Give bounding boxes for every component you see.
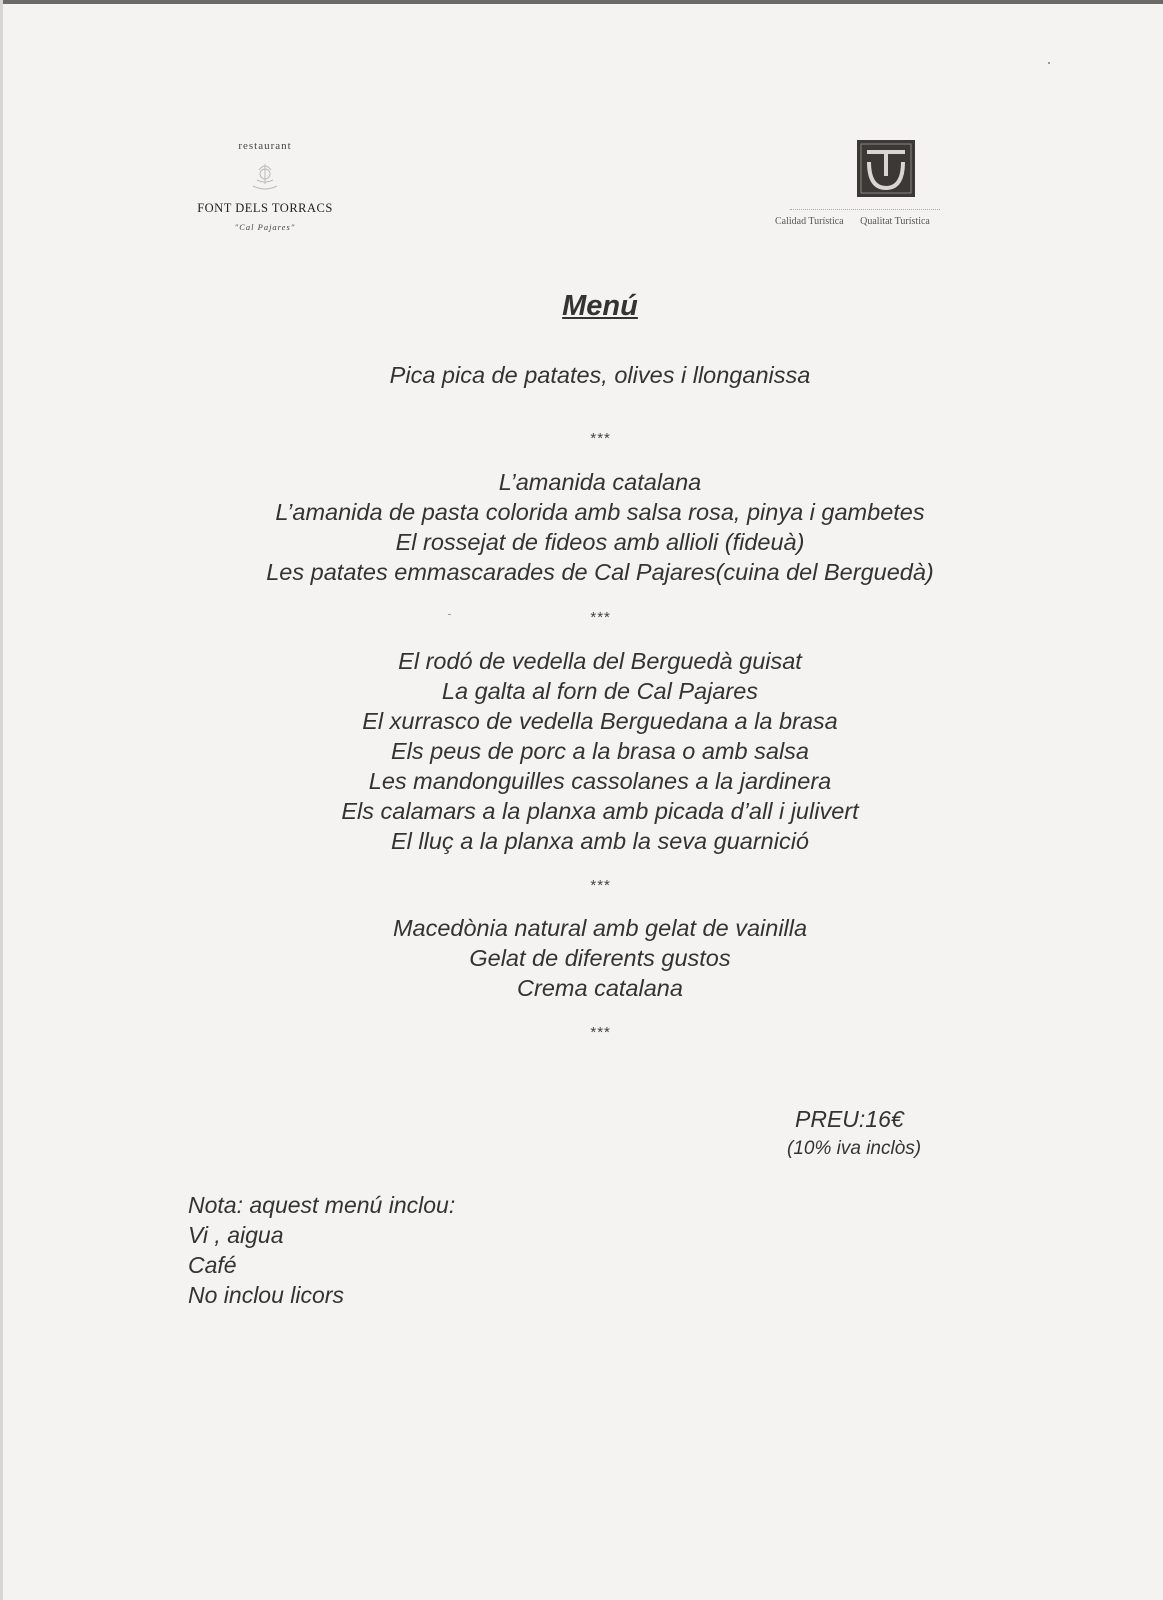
restaurant-logo — [190, 140, 340, 232]
separator: *** — [589, 609, 611, 626]
separator: *** — [589, 877, 611, 894]
seal-caption-spanish: Calidad Turística — [775, 216, 844, 227]
paper-speck — [448, 614, 451, 615]
dessert-item: Macedònia natural amb gelat de vainilla — [392, 915, 808, 941]
quality-seal-icon — [857, 140, 915, 197]
vat-note: (10% iva inclòs) — [787, 1138, 922, 1159]
second-course-item: El xurrasco de vedella Berguedana a la brasa — [362, 708, 838, 734]
first-course-item: Les patates emmascarades de Cal Pajares(cuina del Berguedà) — [266, 559, 934, 585]
paper-speck — [1048, 62, 1050, 64]
second-course-item: Les mandonguilles cassolanes a la jardinera — [368, 768, 832, 794]
dessert-item: Crema catalana — [517, 975, 683, 1001]
second-course-item: El lluç a la planxa amb la seva guarnició — [390, 828, 809, 854]
restaurant-name: FONT DELS TORRACS — [197, 201, 333, 215]
second-course-item: Els peus de porc a la brasa o amb salsa — [390, 738, 809, 764]
note-line: No inclou licors — [188, 1282, 344, 1308]
restaurant-subtitle: "Cal Pajares" — [234, 222, 296, 232]
first-course-item: L’amanida catalana — [498, 469, 702, 495]
note-line: Vi , aigua — [188, 1222, 284, 1248]
restaurant-label: restaurant — [238, 140, 292, 152]
second-course-item: Els calamars a la planxa amb picada d’all i julivert — [341, 798, 859, 824]
menu-title: Menú — [562, 290, 638, 322]
separator: *** — [589, 1024, 611, 1041]
first-course-item: El rossejat de fideos amb allioli (fideuà) — [395, 529, 805, 555]
first-course-item: L’amanida de pasta colorida amb salsa rosa, pinya i gambetes — [275, 499, 925, 525]
seal-divider — [790, 209, 940, 211]
seal-caption — [775, 216, 944, 227]
menu-price: PREU:16€ — [795, 1106, 904, 1132]
starter-item: Pica pica de patates, olives i llonganissa — [389, 362, 811, 388]
second-course-item: El rodó de vedella del Berguedà guisat — [398, 648, 802, 674]
dessert-item: Gelat de diferents gustos — [469, 945, 731, 971]
seal-caption-catalan: Qualitat Turística — [860, 216, 930, 227]
fountain-emblem-icon — [245, 158, 285, 192]
page-edge — [0, 0, 1163, 4]
note-line: Nota: aquest menú inclou: — [188, 1192, 456, 1218]
second-course-item: La galta al forn de Cal Pajares — [441, 678, 759, 704]
separator: *** — [589, 430, 611, 447]
note-line: Café — [188, 1252, 237, 1278]
